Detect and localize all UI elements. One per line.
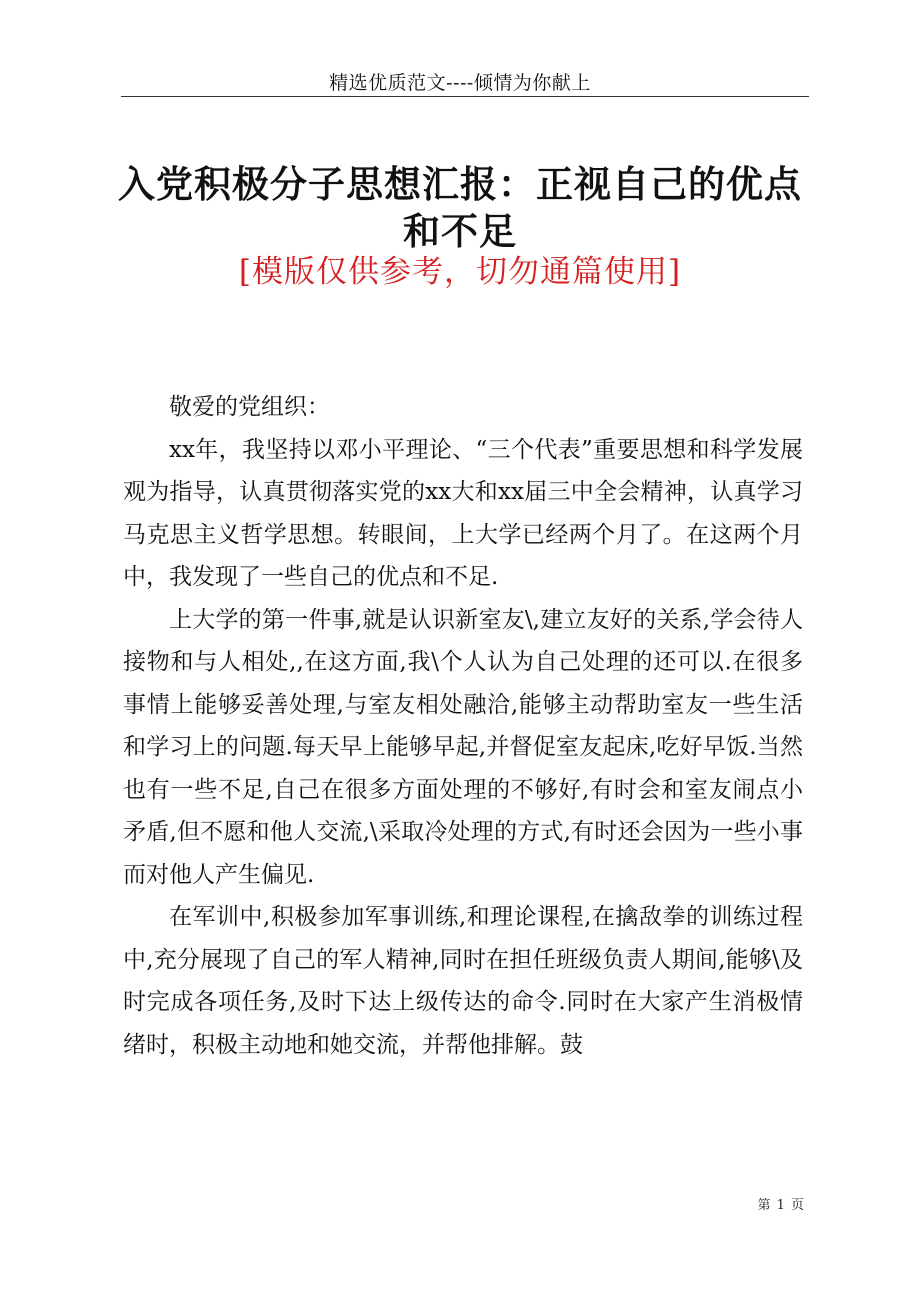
template-notice: [模版仅供参考，切勿通篇使用] [238, 254, 682, 290]
paragraph-1: xx年，我坚持以邓小平理论、“三个代表”重要思想和科学发展观为指导，认真贯彻落实党的xx大和xx届三中全会精神，认真学习马克思主义哲学思想。转眼间，上大学已经两个月了。在这两个月中，我发现了一些自己的优点和不足. [123, 436, 803, 590]
paragraph-2: 上大学的第一件事,就是认识新室友\,建立友好的关系,学会待人接物和与人相处,,在这方面,我\个人认为自己处理的还可以.在很多事情上能够妥善处理,与室友相处融洽,能够主动帮助室友一些生活和学习上的问题.每天早上能够早起,并督促室友起床,吃好早饭.当然也有一些不足,自己在很多方面处理的不够好,有时会和室友闹点小矛盾,但不愿和他人交流,\采取冷处理的方式,有时还会因为一些小事而对他人产生偏见. [123, 606, 803, 888]
page-number: 第 1 页 [757, 1198, 805, 1213]
page-header: 精选优质范文----倾情为你献上 [329, 72, 591, 94]
salutation: 敬爱的党组织： [169, 394, 330, 420]
document-title: 入党积极分子思想汇报：正视自己的优点和不足 [118, 162, 802, 253]
header-divider [121, 96, 809, 97]
paragraph-3: 在军训中,积极参加军事训练,和理论课程,在擒敌拳的训练过程中,充分展现了自己的军人精神,同时在担任班级负责人期间,能够\及时完成各项任务,及时下达上级传达的命令.同时在大家产生消极情绪时，积极主动地和她交流，并帮他排解。鼓 [123, 904, 803, 1058]
document-body [123, 386, 803, 1066]
